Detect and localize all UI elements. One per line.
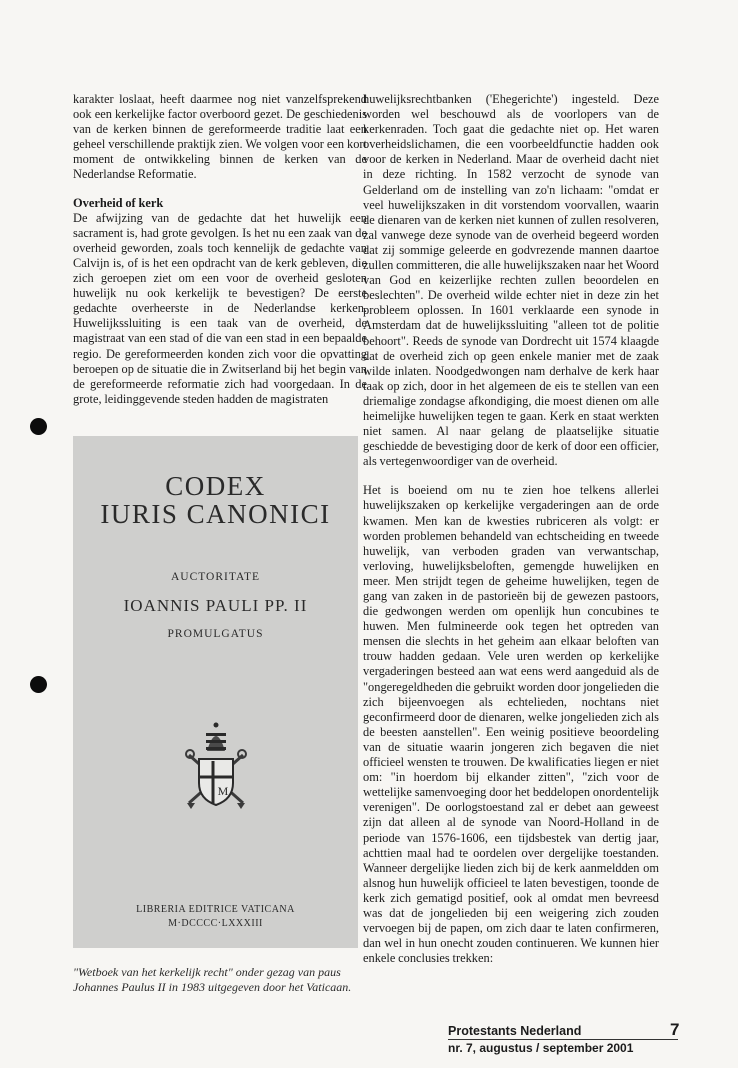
cover-year: M·DCCCC·LXXXIII [168, 918, 263, 929]
footer-issue-info: nr. 7, augustus / september 2001 [448, 1041, 634, 1055]
cover-title-line1: CODEX [165, 471, 266, 501]
footer-magazine-title: Protestants Nederland [448, 1024, 582, 1038]
cover-title-line2: IURIS CANONICI [100, 499, 331, 529]
body-paragraph: De afwijzing van de gedachte dat het huwelijk een sacrament is, had grote gevolgen. Is het nu een zaak van de overheid geworden, zoals toch kennelijk de gedachte van Calvijn is, of is het een opdracht van de kerk gebleven, die zich geroepen ziet om een voor de overheid gesloten huwelijk nu ook kerkelijk te bevestigen? De eerste gedachte overheerste in de Nederlandse kerken. Huwelijkssluiting is een taak van de overheid, de magistraat van een stad of die van een stad in een bepaalde regio. De gereformeerden konden zich voor die opvatting beroepen op de situatie die in Zwitserland bij het begin van de gereformeerde reformatie zich had voorgedaan. In de grote, leidinggevende steden hadden de magistraten [73, 210, 367, 406]
page-number: 7 [670, 1020, 680, 1039]
margin-dot-upper [30, 418, 47, 435]
cover-promulgatus: PROMULGATUS [167, 628, 264, 640]
svg-text:M: M [217, 784, 229, 798]
intro-paragraph: karakter loslaat, heeft daarmee nog niet vanzelfsprekend ook een kerkelijke factor overboord gezet. De geschiedenis van de kerken binnen de gereformeerde traditie laat een geheel verschillende praktijk zien. We volgen voor een kort moment de ontwikkeling binnen de kerken van de Nederlandse Reformatie. [73, 92, 367, 182]
papal-coat-of-arms-icon [185, 721, 247, 809]
image-caption: "Wetboek van het kerkelijk recht" onder gezag van paus Johannes Paulus II in 1983 uitgegeven door het Vaticaan. [73, 965, 352, 994]
codex-cover-image [73, 436, 358, 948]
section-heading: Overheid of kerk [73, 195, 164, 210]
right-text-column [363, 92, 659, 966]
cover-auctoritate: AUCTORITATE [170, 571, 261, 583]
cover-publisher: LIBRERIA EDITRICE VATICANA [136, 904, 295, 915]
right-paragraph-2: Het is boeiend om nu te zien hoe telkens allerlei huwelijkszaken op kerkelijke vergaderingen aan de orde kwamen. Men kan de kwesties rubriceren als volgt: er worden problemen behandeld van echtscheiding en tweede huwelijk, van verboden graden van verwantschap, verloving, huwelijksbeloften, gemengde huwelijken en meer. Men strijdt tegen de geheime huwelijken, tegen de gang van zaken in de pastorieën bij de gewezen pastoors, die gedwongen werden om openlijk hun concubines te huwen. Men fulmineerde ook tegen het optreden van mensen die slechts in het geheim aan elkaar beloften van trouw hadden gedaan. Vele uren werden op kerkelijke vergaderingen besteed aan wat eens werd aangeduid als de "ongeregeldheden die gebruikt worden door jongelieden die zich bijeenvoegen als echtelieden, nochtans niet geconfirmeerd door de dienaren, welke jongelieden zich als de beesten aanstellen". Een weinig positieve beoordeling van de situatie waarin jongeren zich begaven die niet officieel wensten te trouwen. De kwalificaties liegen er niet om: "in hoerdom bij elkander zitten", "zich voor de wettelijke samenvoeging door het beddelopen onordentelijk verenigen". De oorlogstoestand zal er debet aan geweest zijn dat alleen al de synode van Noord-Holland in de periode van 1576-1606, een tijdsbestek van dertig jaar, achttien maal had te oordelen over dergelijke toestanden. Wanneer dergelijke lieden zich bij de kerk aanmeldden om alsnog hun huwelijk officieel te laten bevestigen, toonde de kerk zich gematigd positief, ook al omdat men bevreesd was dat de jongelieden bij een weigering zich zouden vervoegen bij de papen, om zich daar te laten confirmeren, dan wel in hun onecht zouden continueren. We kunnen hier enkele conclusies trekken: [363, 483, 659, 966]
right-paragraph-1: huwelijksrechtbanken ('Ehegerichte') ingesteld. Deze worden wel beschouwd als de voorlopers van de kerkenraden. Toch gaat die gedachte niet op. Het waren overheidslichamen, die een voorbeeldfunctie hadden ook voor de kerken in Nederland. Maar de overheid dacht niet in deze richting. In 1582 verzocht de synode van Gelderland om de instelling van zo'n lichaam: "omdat er veel huwelijkszaken in dit vorstendom voorvallen, waarin de dienaren van de kerken niet kunnen of zullen resolveren, zal vanwege deze synode van de overheid begeerd worden dat zij sommige geleerde en godvrezende mannen daartoe zullen committeren, die alle huwelijkszaken naar het Woord van God en keizerlijke rechten zullen beoordelen en beslechten". De overheid wilde echter niet in deze zin het probleem oplossen. In 1601 verklaarde een synode in Amsterdam dat de huwelijkssluiting "alleen tot de politie behoort". Reeds de synode van Dordrecht uit 1574 klaagde dat de overheid zich op geen enkele manier met de zaak wilde inlaten. Noodgedwongen nam derhalve de kerk haar taak op zich, door in het algemeen de eis te stellen van een driemalige zondagse afkondiging, die moest dienen om alle heimelijke huwelijken tegen te gaan. Kerk en staat werkten niet samen. Al naar gelang de plaatselijke situatie geschiedde de bevestiging door de kerk of door een officier, als vertegenwoordiger van de overheid. [363, 92, 659, 469]
margin-dot-lower [30, 676, 47, 693]
cover-pope-name: IOANNIS PAULI PP. II [123, 596, 308, 615]
left-text-column [73, 92, 367, 407]
footer-divider [448, 1039, 678, 1040]
